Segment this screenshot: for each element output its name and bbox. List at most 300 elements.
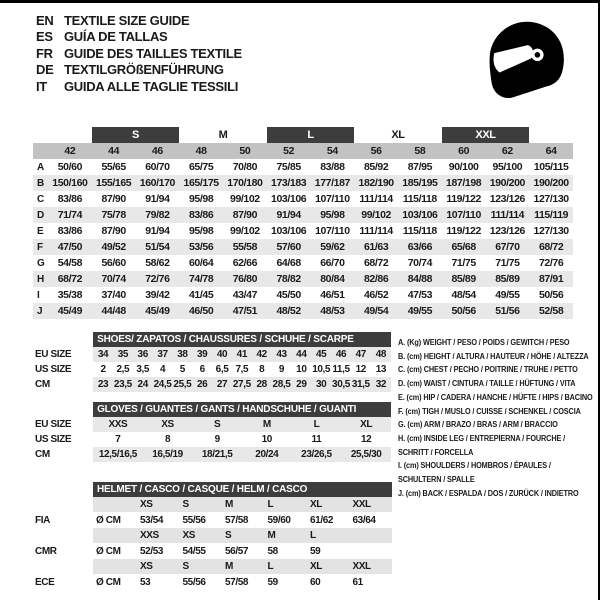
helmet-size-table	[35, 482, 392, 590]
measure-row-D	[33, 207, 573, 223]
measure-value: 65/75	[179, 159, 223, 175]
helmet-value: 63/64	[352, 514, 376, 526]
language-title-list	[36, 13, 242, 95]
size-header: 50	[223, 143, 267, 159]
language-code: ES	[36, 29, 53, 45]
measure-value: 91/94	[136, 223, 180, 239]
measure-value: 78/82	[267, 271, 311, 287]
helmet-size-header: XS	[137, 559, 180, 574]
measure-value: 91/94	[136, 191, 180, 207]
measure-value: 105/115	[529, 159, 573, 175]
side-label: US SIZE	[35, 432, 93, 447]
value-cell: M	[242, 417, 292, 432]
row-label: B	[33, 175, 48, 191]
section-row-eu-size	[35, 347, 391, 362]
helmet-value: 59/60	[267, 514, 291, 526]
size-group-S: S	[92, 127, 180, 143]
title-spacer	[35, 482, 93, 497]
measure-value: 70/74	[92, 271, 136, 287]
measure-row-G	[33, 255, 573, 271]
band-spacer	[93, 528, 137, 543]
measure-value: 123/126	[486, 223, 530, 239]
value-cell: 2	[100, 364, 106, 375]
helmet-size-header: S	[180, 559, 223, 574]
measure-value: 52/58	[529, 303, 573, 319]
value-cell: L	[292, 417, 342, 432]
measure-value: 87/91	[529, 271, 573, 287]
row-label: E	[33, 223, 48, 239]
helmet-size-band-cmr	[35, 528, 392, 543]
section-title-row	[35, 482, 392, 497]
measure-value: 107/110	[311, 223, 355, 239]
measure-value: 99/102	[223, 223, 267, 239]
measure-value: 70/80	[223, 159, 267, 175]
side-spacer	[35, 559, 93, 574]
value-cell: 20/24	[242, 447, 292, 462]
value-cell: 10	[261, 434, 272, 445]
helmet-size-header: S	[180, 497, 223, 512]
measure-value: 45/50	[267, 287, 311, 303]
legend-line: G. (cm) ARM / BRAZO / BRAS / ARM / BRACCIO	[398, 419, 558, 430]
textile-size-table	[33, 127, 573, 319]
measure-row-E	[33, 223, 573, 239]
measure-value: 71/74	[48, 207, 92, 223]
measure-value: 61/63	[354, 239, 398, 255]
measure-value: 50/56	[529, 287, 573, 303]
measure-value: 39/42	[136, 287, 180, 303]
value-cell: 12	[355, 364, 366, 375]
row-label: G	[33, 255, 48, 271]
section-title-row	[35, 402, 391, 417]
size-header: 62	[486, 143, 530, 159]
measure-value: 103/106	[267, 223, 311, 239]
measure-value: 85/89	[486, 271, 530, 287]
size-group-header-row	[33, 127, 573, 143]
helmet-size-header: XXL	[350, 559, 393, 574]
legend-line: F. (cm) TIGH / MUSLO / CUISSE / SCHENKEL / COSCIA	[398, 405, 581, 416]
helmet-value: 53/54	[140, 514, 164, 526]
measure-value: 127/130	[529, 191, 573, 207]
language-title-text: GUIDA ALLE TAGLIE TESSILI	[64, 78, 239, 94]
measure-value: 47/51	[223, 303, 267, 319]
measure-value: 46/52	[354, 287, 398, 303]
value-cell: 34	[93, 347, 113, 362]
value-cell: 10	[296, 364, 307, 375]
measure-value: 87/90	[92, 223, 136, 239]
standard-label: FIA	[35, 512, 93, 528]
helmet-value: 58	[267, 545, 278, 557]
measure-value: 111/114	[354, 191, 398, 207]
section-row-cm	[35, 377, 391, 392]
measure-value: 115/118	[398, 223, 442, 239]
title-spacer	[35, 402, 93, 417]
side-label: US SIZE	[35, 362, 93, 377]
value-cell: 28	[252, 377, 272, 392]
language-title-text: GUIDE DES TAILLES TEXTILE	[64, 45, 242, 61]
measure-value: 103/106	[267, 191, 311, 207]
legend-line: A. (Kg) WEIGHT / PESO / POIDS / GEWITCH / PESO	[398, 337, 570, 347]
language-title-fr	[36, 46, 242, 62]
side-spacer	[35, 497, 93, 512]
size-header: 52	[267, 143, 311, 159]
measure-value: 70/74	[398, 255, 442, 271]
measure-value: 185/195	[398, 175, 442, 191]
value-cell: 7,5	[235, 364, 249, 375]
value-cell: 26	[192, 377, 212, 392]
measure-value: 46/50	[179, 303, 223, 319]
measure-value: 45/49	[136, 303, 180, 319]
language-code: EN	[36, 13, 54, 28]
language-title-es	[36, 29, 242, 45]
value-cell: 41	[232, 347, 252, 362]
row-label: J	[33, 303, 48, 319]
measure-value: 87/95	[398, 159, 442, 175]
language-title-de	[36, 62, 242, 78]
language-code: FR	[36, 45, 53, 61]
unit-label: Ø CM	[96, 514, 121, 526]
size-number-row	[33, 143, 573, 159]
measure-value: 68/72	[48, 271, 92, 287]
measure-row-A	[33, 159, 573, 175]
row-label: F	[33, 239, 48, 255]
measure-value: 79/82	[136, 207, 180, 223]
value-cell: 25,5	[173, 379, 192, 390]
measure-value: 85/89	[442, 271, 486, 287]
legend-line: D. (cm) WAIST / CINTURA / TAILLE / HÜFTUNG / VITA	[398, 378, 576, 389]
value-cell: 28,5	[272, 379, 291, 390]
measure-value: 48/53	[311, 303, 355, 319]
side-label: EU SIZE	[35, 347, 93, 362]
measure-value: 35/38	[48, 287, 92, 303]
size-group-spacer	[48, 127, 92, 143]
side-label: CM	[35, 377, 93, 392]
measure-value: 71/75	[486, 255, 530, 271]
size-group-M: M	[218, 129, 228, 141]
measure-value: 115/118	[398, 191, 442, 207]
shoes-size-table	[35, 332, 391, 392]
language-title-text: TEXTILGRÖßENFÜHRUNG	[64, 62, 224, 78]
helmet-size-header	[350, 528, 393, 543]
value-cell: 12	[360, 434, 372, 445]
value-cell: 11	[311, 434, 322, 445]
helmet-size-header: M	[265, 528, 308, 543]
section-title: HELMET / CASCO / CASQUE / HELM / CASCO	[93, 482, 392, 497]
size-group-XXL: XXL	[442, 127, 530, 143]
helmet-size-header: M	[222, 559, 265, 574]
value-cell: 31,5	[351, 379, 370, 390]
value-cell: 39	[192, 347, 212, 362]
measure-row-H	[33, 271, 573, 287]
section-title: SHOES/ ZAPATOS / CHAUSSURES / SCHUHE / SCARPE	[93, 332, 391, 347]
row-label: C	[33, 191, 48, 207]
measure-value: 43/47	[223, 287, 267, 303]
legend-line: C. (cm) CHEST / PECHO / POITRINE / TRUHE / PETTO	[398, 364, 578, 375]
measure-value: 67/70	[486, 239, 530, 255]
standard-label: ECE	[35, 574, 93, 590]
measure-value: 37/40	[92, 287, 136, 303]
helmet-value: 59	[267, 576, 278, 588]
measure-value: 47/50	[48, 239, 92, 255]
measure-value: 127/130	[529, 223, 573, 239]
measure-value: 75/78	[92, 207, 136, 223]
size-header: 56	[354, 143, 398, 159]
value-cell: 8	[164, 434, 171, 445]
language-title-text: TEXTILE SIZE GUIDE	[64, 13, 190, 28]
helmet-value: 61/62	[310, 514, 334, 526]
unit-label: Ø CM	[96, 545, 121, 557]
measure-value: 57/60	[267, 239, 311, 255]
measure-value: 68/72	[354, 255, 398, 271]
side-label: EU SIZE	[35, 417, 93, 432]
helmet-size-header: XXS	[137, 528, 180, 543]
helmet-size-header: XS	[180, 528, 223, 543]
section-row-eu-size	[35, 417, 391, 432]
measure-value: 85/92	[354, 159, 398, 175]
measure-value: 45/49	[48, 303, 92, 319]
standard-label: CMR	[35, 543, 93, 559]
measure-value: 65/68	[442, 239, 486, 255]
helmet-icon	[482, 15, 570, 107]
value-cell: 44	[291, 347, 311, 362]
measure-value: 91/94	[267, 207, 311, 223]
size-header: 48	[179, 143, 223, 159]
section-row-cm	[35, 447, 391, 462]
value-cell: 23/26,5	[292, 447, 342, 462]
helmet-value: 60	[310, 576, 321, 588]
measure-value: 83/88	[311, 159, 355, 175]
measure-value: 60/64	[179, 255, 223, 271]
value-cell: 25,5/30	[341, 447, 391, 462]
legend-line: J. (cm) BACK / ESPALDA / DOS / ZURÜCK / INDIETRO	[398, 487, 579, 498]
helmet-size-header: L	[265, 497, 308, 512]
measure-value: 51/56	[486, 303, 530, 319]
measure-value: 99/102	[354, 207, 398, 223]
title-spacer	[35, 332, 93, 347]
section-row-us-size	[35, 362, 391, 377]
helmet-value	[350, 543, 393, 559]
value-cell: 47	[351, 347, 371, 362]
measure-value: 160/170	[136, 175, 180, 191]
corner-cell	[33, 127, 48, 143]
size-group-L: L	[267, 127, 355, 143]
helmet-size-header: XS	[137, 497, 180, 512]
size-header: 54	[311, 143, 355, 159]
value-cell: 6	[199, 364, 205, 375]
value-cell: 29	[291, 377, 311, 392]
side-spacer	[35, 528, 93, 543]
measure-value: 177/187	[311, 175, 355, 191]
value-cell: 27,5	[232, 379, 251, 390]
gloves-size-table	[35, 402, 391, 462]
helmet-value: 56/57	[225, 545, 249, 557]
measure-value: 82/86	[354, 271, 398, 287]
helmet-size-header: XXL	[350, 497, 393, 512]
size-header: 64	[529, 143, 573, 159]
measure-value: 49/55	[486, 287, 530, 303]
measure-value: 63/66	[398, 239, 442, 255]
measure-value: 150/160	[48, 175, 92, 191]
measure-value: 165/175	[179, 175, 223, 191]
measure-value: 115/119	[529, 207, 573, 223]
helmet-size-header: M	[222, 497, 265, 512]
measure-value: 107/110	[442, 207, 486, 223]
legend-line: I. (cm) SHOULDERS / HOMBROS / ÉPAULES /	[398, 460, 551, 471]
measurement-legend	[398, 336, 598, 500]
language-title-it	[36, 79, 242, 95]
legend-line: E. (cm) HIP / CADERA / HANCHE / HÜFTE / HIPS / BACINO	[398, 391, 593, 402]
value-cell: 12,5/16,5	[93, 447, 143, 462]
value-cell: 7	[115, 434, 121, 445]
section-row-us-size	[35, 432, 391, 447]
value-cell: 32	[371, 377, 391, 392]
measure-row-C	[33, 191, 573, 207]
language-title-text: GUÍA DE TALLAS	[64, 29, 168, 45]
measure-value: 95/100	[486, 159, 530, 175]
helmet-value: 54/55	[182, 545, 206, 557]
size-header: 42	[48, 143, 92, 159]
helmet-value: 57/58	[225, 514, 249, 526]
measure-value: 50/60	[48, 159, 92, 175]
helmet-value: 57/58	[225, 576, 249, 588]
helmet-value-row-cmr	[35, 543, 392, 559]
measure-value: 49/52	[92, 239, 136, 255]
value-cell: 38	[172, 347, 192, 362]
measure-value: 170/180	[223, 175, 267, 191]
value-cell: 23	[93, 377, 113, 392]
helmet-value-row-ece	[35, 574, 392, 590]
measure-value: 99/102	[223, 191, 267, 207]
measure-value: 87/90	[92, 191, 136, 207]
value-cell: 9	[214, 434, 220, 445]
measure-value: 55/65	[92, 159, 136, 175]
language-code: DE	[36, 62, 54, 78]
value-cell: 13	[375, 364, 387, 375]
helmet-value: 59	[310, 545, 321, 557]
helmet-size-header: XL	[307, 497, 350, 512]
language-code: IT	[36, 78, 47, 94]
measure-value: 59/62	[311, 239, 355, 255]
measure-value: 111/114	[354, 223, 398, 239]
measure-value: 53/56	[179, 239, 223, 255]
side-label: CM	[35, 447, 93, 462]
value-cell: 4	[159, 364, 166, 375]
value-cell: 40	[212, 347, 232, 362]
measure-row-F	[33, 239, 573, 255]
measure-value: 95/98	[179, 191, 223, 207]
size-group-XL: XL	[391, 129, 405, 141]
measure-row-J	[33, 303, 573, 319]
legend-line: B. (cm) HEIGHT / ALTURA / HAUTEUR / HÖHE / ALTEZZA	[398, 350, 589, 361]
measure-value: 173/183	[267, 175, 311, 191]
measure-value: 83/86	[48, 191, 92, 207]
measure-value: 54/58	[48, 255, 92, 271]
measure-value: 95/98	[179, 223, 223, 239]
value-cell: 36	[133, 347, 153, 362]
value-cell: 37	[153, 347, 173, 362]
value-cell: 9	[278, 364, 285, 375]
measure-value: 49/54	[354, 303, 398, 319]
helmet-value: 52/53	[140, 545, 164, 557]
value-cell: 43	[272, 347, 292, 362]
value-cell: 45	[311, 347, 331, 362]
value-cell: 16,5/19	[143, 447, 193, 462]
measure-value: 111/114	[486, 207, 530, 223]
value-cell: 48	[371, 347, 391, 362]
row-label: D	[33, 207, 48, 223]
value-cell: 23,5	[113, 379, 132, 390]
measure-value: 51/54	[136, 239, 180, 255]
measure-value: 90/100	[442, 159, 486, 175]
measure-value: 41/45	[179, 287, 223, 303]
value-cell: 10,5	[312, 364, 331, 375]
measure-value: 60/70	[136, 159, 180, 175]
measure-value: 123/126	[486, 191, 530, 207]
measure-value: 47/53	[398, 287, 442, 303]
helmet-size-header: L	[307, 528, 350, 543]
row-label: A	[33, 159, 48, 175]
measure-value: 107/110	[311, 191, 355, 207]
value-cell: 24,5	[153, 379, 172, 390]
measure-value: 119/122	[442, 223, 486, 239]
value-cell: 8	[259, 364, 265, 375]
value-cell: 5	[179, 364, 185, 375]
measure-row-I	[33, 287, 573, 303]
value-cell: 18/21,5	[192, 447, 242, 462]
legend-line: SCHULTERN / SPALLE	[398, 474, 475, 485]
measure-value: 75/85	[267, 159, 311, 175]
measure-value: 74/78	[179, 271, 223, 287]
helmet-size-header: L	[265, 559, 308, 574]
measure-value: 190/200	[529, 175, 573, 191]
value-cell: XS	[143, 417, 193, 432]
measure-value: 72/76	[136, 271, 180, 287]
measure-value: 50/56	[442, 303, 486, 319]
helmet-size-band-ece	[35, 559, 392, 574]
measure-value: 95/98	[311, 207, 355, 223]
measure-value: 103/106	[398, 207, 442, 223]
measure-value: 76/80	[223, 271, 267, 287]
helmet-value: 55/56	[182, 514, 206, 526]
size-header: 58	[398, 143, 442, 159]
value-cell: S	[192, 417, 242, 432]
measure-value: 66/70	[311, 255, 355, 271]
row-label: H	[33, 271, 48, 287]
value-cell: XL	[341, 417, 391, 432]
measure-value: 48/52	[267, 303, 311, 319]
helmet-size-header: S	[222, 528, 265, 543]
helmet-value: 61	[352, 576, 363, 588]
legend-line: H. (cm) INSIDE LEG / ENTREPIERNA / FOURCHE /	[398, 432, 566, 443]
value-cell: 30	[311, 377, 331, 392]
section-title: GLOVES / GUANTES / GANTS / HANDSCHUHE / GUANTI	[93, 402, 391, 417]
size-header: 60	[442, 143, 486, 159]
value-cell: 2,5	[116, 364, 130, 375]
measure-value: 87/90	[223, 207, 267, 223]
measure-value: 58/62	[136, 255, 180, 271]
section-title-row	[35, 332, 391, 347]
measure-value: 72/76	[529, 255, 573, 271]
measure-value: 182/190	[354, 175, 398, 191]
measure-value: 119/122	[442, 191, 486, 207]
value-cell: 3,5	[136, 364, 150, 375]
size-header: 46	[136, 143, 180, 159]
legend-line: SCHRITT / FORCELLA	[398, 446, 474, 457]
measure-value: 83/86	[48, 223, 92, 239]
value-cell: 24	[133, 377, 153, 392]
measure-value: 46/51	[311, 287, 355, 303]
measure-value: 64/68	[267, 255, 311, 271]
row-label: I	[33, 287, 48, 303]
